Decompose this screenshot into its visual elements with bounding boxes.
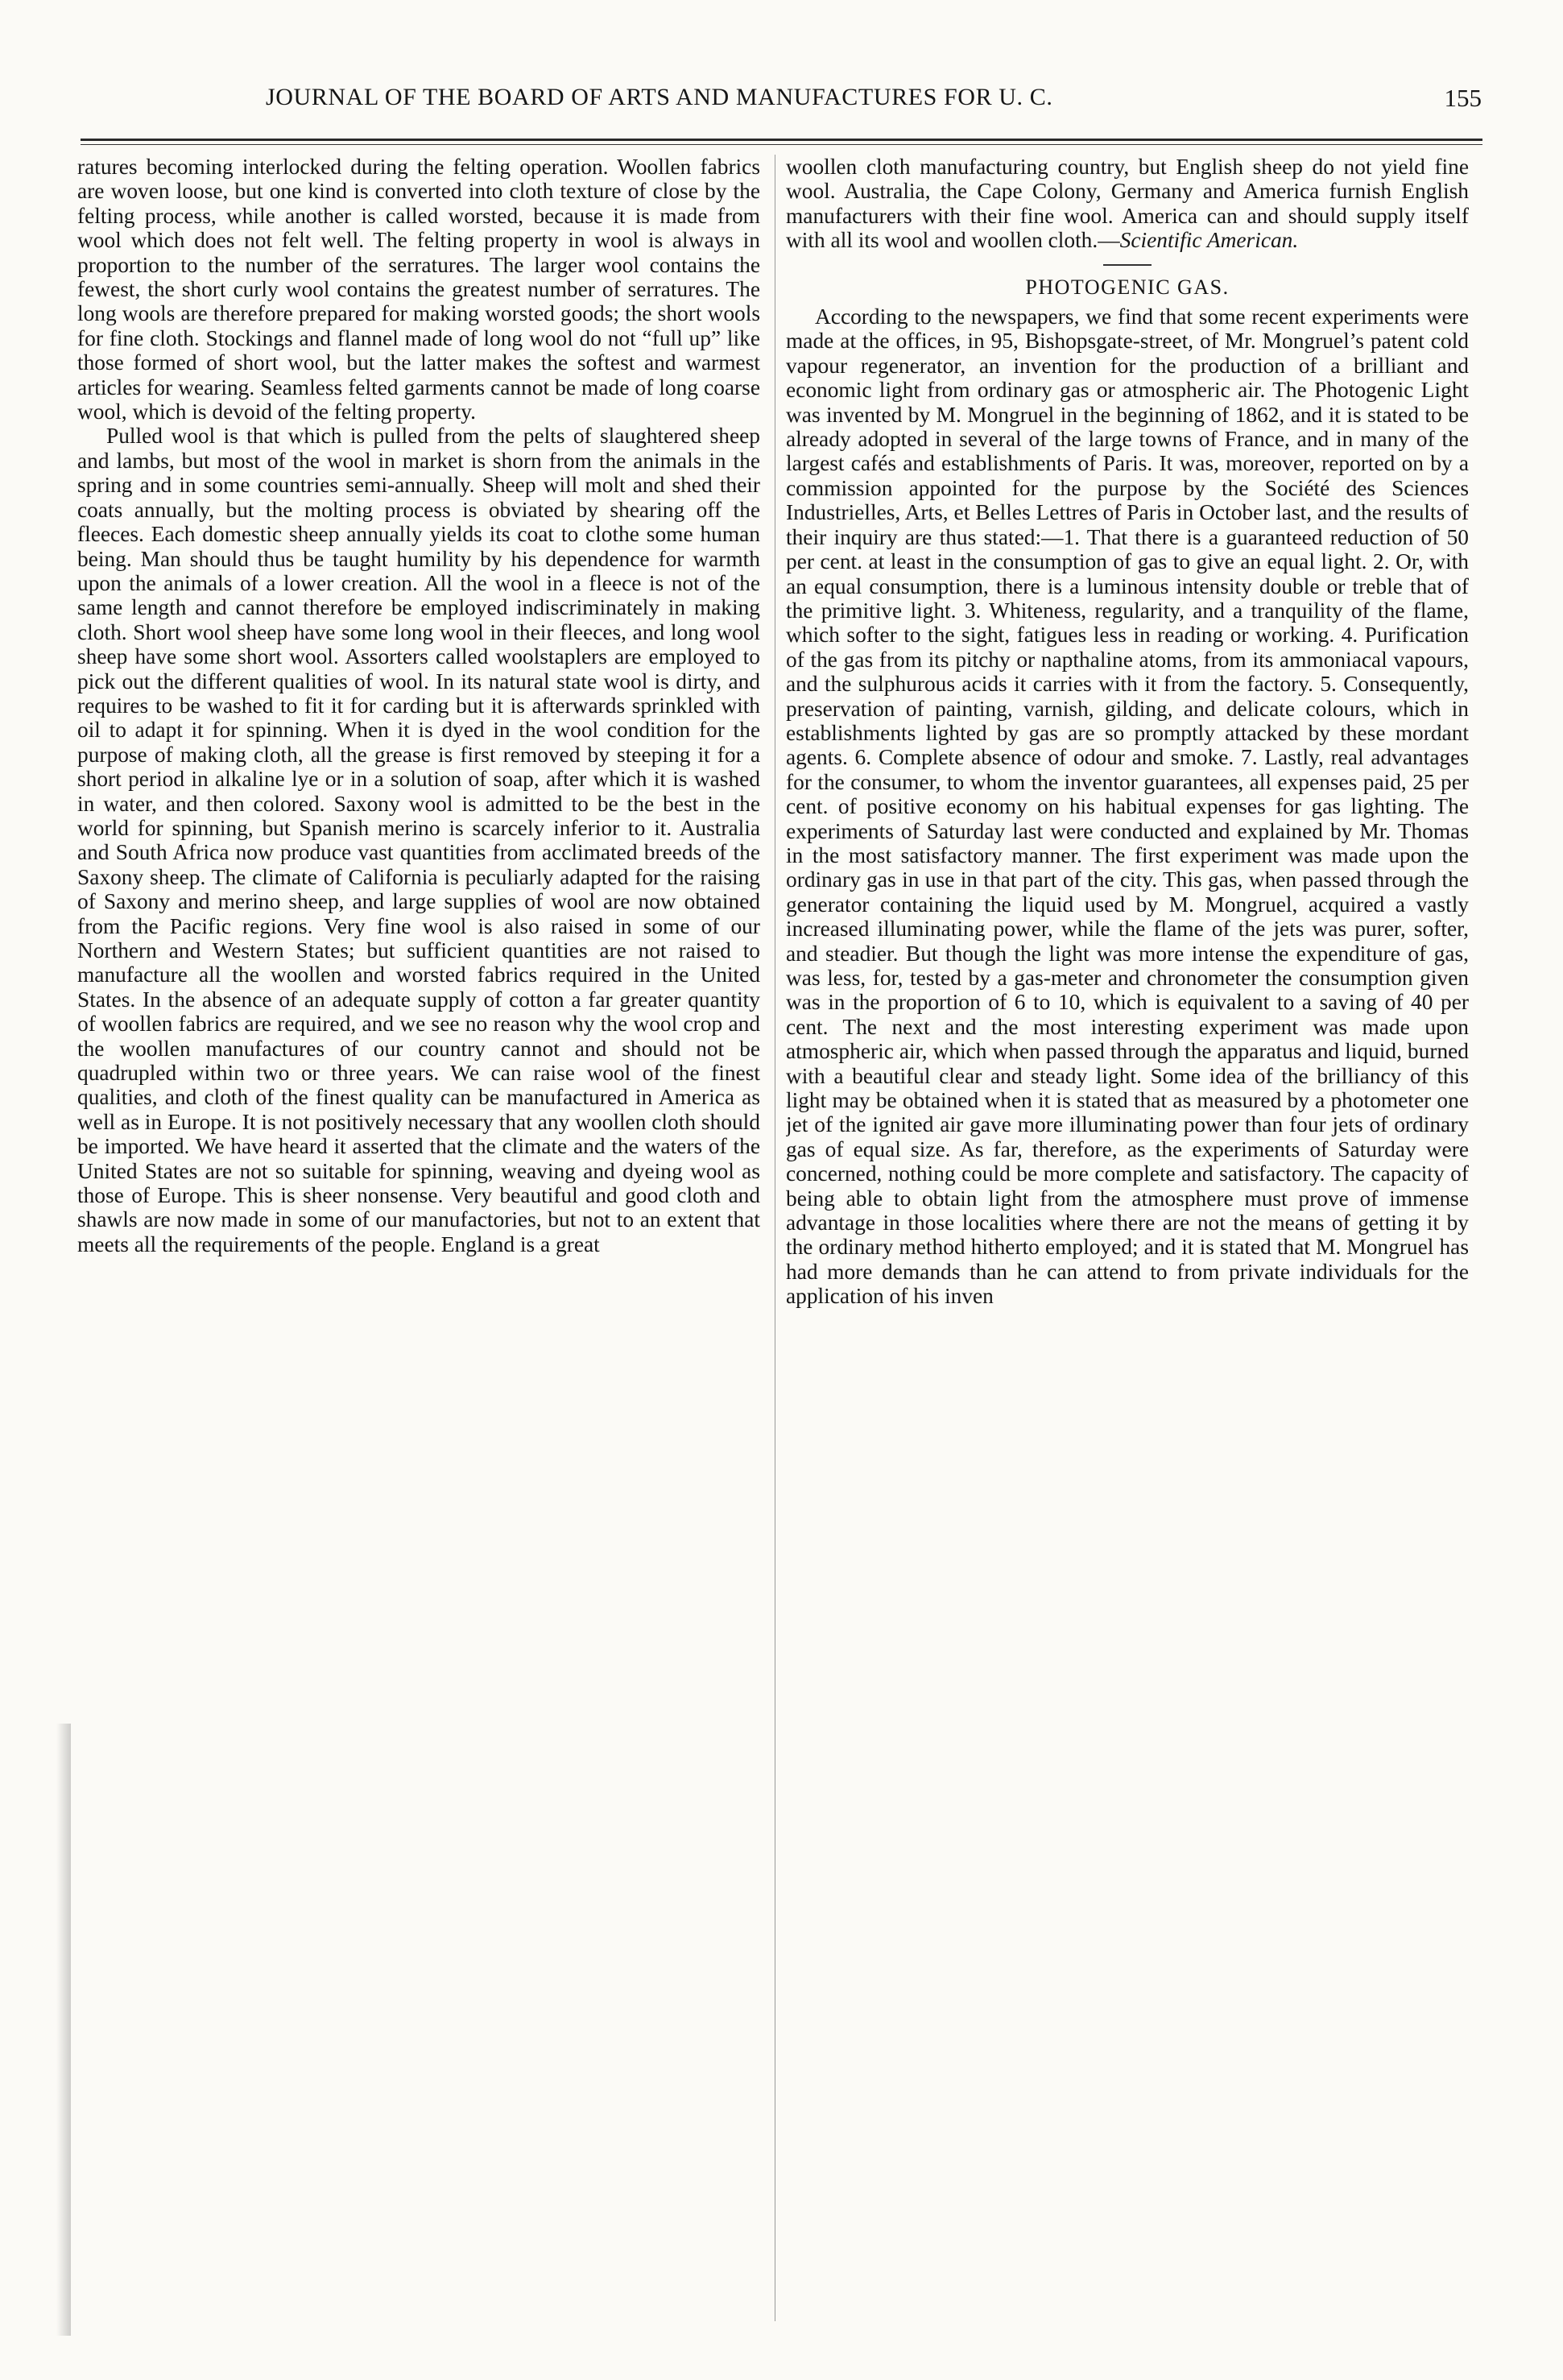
section-separator: [1103, 264, 1152, 266]
page-number: 155: [1444, 84, 1482, 112]
section-title: PHOTOGENIC GAS.: [1025, 275, 1230, 299]
header-rule-thin: [81, 144, 1482, 145]
source-attribution: Scientific American.: [1119, 228, 1299, 253]
pulled-wool-paragraph: Pulled wool is that which is pulled from the pelts of slaughtered sheep and lambs, but most of the wool in market is shorn from the animals in the spring and in some countries semi-annually. Sheep will molt and shed their coats annually, but the molting process is obviated by shearing off the fleeces. Each domestic sheep annually yields its coat to clothe some human being. Man should thus be taught humility by his dependence for warmth upon the animals of a lower creation. All the wool in a fleece is not of the same length and cannot therefore be employed indiscriminately in making cloth. Short wool sheep have some long wool in their fleeces, and long wool sheep have some short wool. Assorters called woolstaplers are employed to pick out the different qualities of wool. In its natural state wool is dirty, and requires to be washed to fit it for carding but it is afterwards sprinkled with oil to adapt it for spinning. When it is dyed in the wool condition for the purpose of making cloth, all the grease is first removed by steeping it for a short period in alkaline lye or in a solution of soap, after which it is washed in water, and then colored. Saxony wool is admitted to be the best in the world for spinning, but Spanish merino is scarcely inferior to it. Australia and South Africa now produce vast quantities from acclimated breeds of the Saxony sheep. The climate of California is peculiarly adapted for the raising of Saxony and merino sheep, and large supplies of wool are now obtained from the Pacific regions. Very fine wool is also raised in some of our Northern and Western States; but sufficient quantities are not raised to manufacture all the woollen and worsted fabrics required in the United States. In the absence of an adequate supply of cotton a far greater quantity of woollen fabrics are required, and we see no reason why the wool crop and the woollen manufactures of our country cannot and should not be quadrupled within two or three years. We can raise wool of the finest qualities, and cloth of the finest quality can be manufactured in America as well as in Europe. It is not positively necessary that any woollen cloth should be imported. We have heard it asserted that the climate and the waters of the United States are not so suitable for spinning, weaving and dyeing wool as those of Europe. This is sheer nonsense. Very beautiful and good cloth and shawls are now made in some of our manufactories, but not to an extent that meets all the requirements of the people. England is a great: [77, 424, 760, 1256]
wool-paragraph-continued: ratures becoming interlocked during the felting operation. Woollen fabrics are woven loose, but one kind is converted into cloth texture of close by the felting process, while another is called worsted, because it is made from wool which does not felt well. The felting property in wool is always in proportion to the number of the serratures. The larger wool contains the fewest, the short curly wool contains the greatest number of serratures. The long wools are therefore prepared for making worsted goods; the short wools for fine cloth. Stockings and flannel made of long wool do not “full up” like those formed of short wool, but the latter makes the softest and warmest articles for wearing. Seamless felted garments cannot be made of long coarse wool, which is devoid of the felting property.: [77, 155, 760, 424]
binding-shadow: [56, 1724, 71, 2336]
header-rule: [81, 139, 1482, 141]
right-column: [786, 155, 1469, 2321]
wool-paragraph-end-text: woollen cloth manufacturing country, but English sheep do not yield fine wool. Australia, the Cape Colony, Germany and America furnish English manufacturers with their fine wool. America can and should supply itself with all its wool and woollen cloth.—: [786, 155, 1469, 253]
running-header: [81, 84, 1482, 122]
wool-paragraph-end: [786, 155, 1469, 253]
left-column: [77, 155, 760, 2321]
journal-title: JOURNAL OF THE BOARD OF ARTS AND MANUFACTURES FOR U. C.: [266, 84, 1053, 110]
photogenic-gas-paragraph: According to the newspapers, we find that some recent experiments were made at the offices, in 95, Bishopsgate-street, of Mr. Mongruel’s patent cold vapour regenerator, an invention for the production of a brilliant and economic light from ordinary gas or atmospheric air. The Photogenic Light was invented by M. Mongruel in the beginning of 1862, and it is stated to be already adopted in several of the large towns of France, and in many of the largest cafés and establishments of Paris. It was, moreover, reported on by a commission appointed for the purpose by the Société des Sciences Industrielles, Arts, et Belles Lettres of Paris in October last, and the results of their inquiry are thus stated:—1. That there is a guaranteed reduction of 50 per cent. at least in the consumption of gas to give an equal light. 2. Or, with an equal consumption, there is a luminous intensity double or treble that of the primitive light. 3. Whiteness, regularity, and a tranquility of the flame, which softer to the sight, fatigues less in reading or working. 4. Purification of the gas from its pitchy or napthaline atoms, from its ammoniacal vapours, and the sulphurous acids it carries with it from the factory. 5. Consequently, preservation of painting, varnish, gilding, and delicate colours, which in establishments lighted by gas are so promptly attacked by these mordant agents. 6. Complete absence of odour and smoke. 7. Lastly, real advantages for the consumer, to whom the inventor guarantees, all expenses paid, 25 per cent. of positive economy on his habitual expenses for gas lighting. The experiments of Saturday last were conducted and explained by Mr. Thomas in the most satisfactory manner. The first experiment was made upon the ordinary gas in use in that part of the city. This gas, when passed through the generator containing the liquid used by M. Mongruel, acquired a vastly increased illuminating power, while the flame of the jets was purer, softer, and steadier. But though the light was more intense the expenditure of gas, was less, for, tested by a gas-meter and chronometer the consumption given was in the proportion of 6 to 10, which is equivalent to a saving of 40 per cent. The next and the most interesting experiment was made upon atmospheric air, which when passed through the apparatus and liquid, burned with a beautiful clear and steady light. Some idea of the brilliancy of this light may be obtained when it is stated that as measured by a photometer one jet of the ignited air gave more illuminating power than four jets of ordinary gas of equal size. As far, therefore, as the experiments of Saturday were concerned, nothing could be more complete and satisfactory. The capacity of being able to obtain light from the atmosphere must prove of immense advantage in those localities where there are not the means of getting it by the ordinary method hitherto employed; and it is stated that M. Mongruel has had more demands than he can attend to from private individuals for the application of his inven: [786, 304, 1469, 1309]
